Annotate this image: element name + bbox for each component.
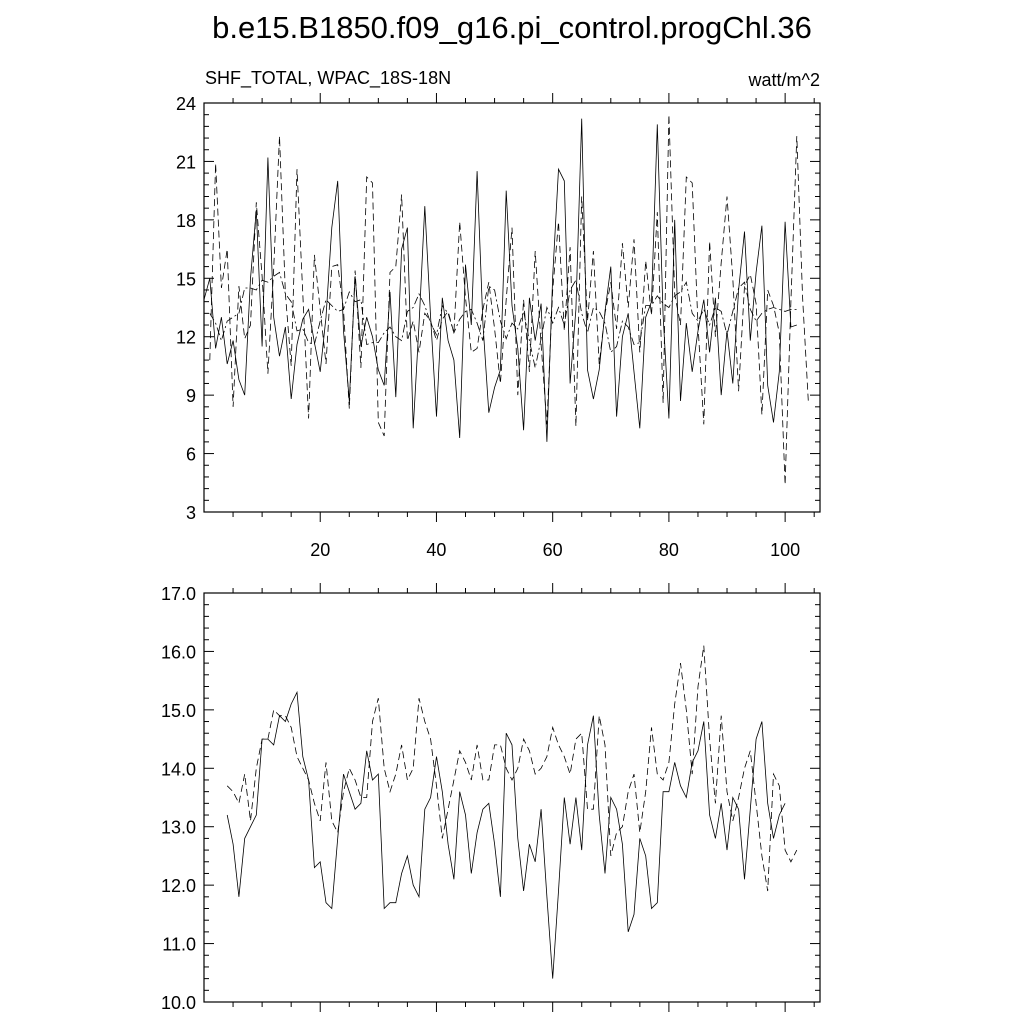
bottom-y-tick-label: 10.0: [160, 993, 196, 1013]
bottom-y-tick-label: 16.0: [160, 642, 196, 663]
top-x-tick-label: 40: [426, 540, 447, 560]
top-chart-subtitle-left: SHF_TOTAL, WPAC_18S-18N: [205, 68, 452, 88]
top-x-tick-label: 100: [770, 540, 801, 560]
top-y-tick-label: 15: [175, 269, 196, 290]
top-y-tick-label: 6: [185, 444, 196, 465]
bottom-y-tick-label: 14.0: [160, 759, 196, 780]
bottom-y-tick-label: 15.0: [160, 700, 196, 721]
top-y-tick-label: 9: [185, 386, 196, 407]
bottom-y-tick-label: 13.0: [160, 817, 196, 838]
top-series-line-2: [210, 115, 809, 485]
top-chart-series: [204, 115, 808, 485]
bottom-chart-tick-labels: [161, 584, 196, 1013]
bottom-chart-ticks: [204, 583, 820, 1012]
top-x-tick-label: 60: [542, 540, 563, 560]
top-series-line-1: [204, 119, 797, 442]
bottom-series-line-2: [227, 646, 797, 891]
bottom-y-tick-label: 11.0: [162, 934, 196, 955]
bottom-series-line-1: [227, 692, 785, 978]
bottom-y-tick-label: 17.0: [160, 584, 196, 604]
bottom-chart-series: [227, 646, 797, 979]
top-chart: [176, 68, 820, 560]
top-y-tick-label: 12: [175, 327, 196, 348]
top-y-tick-label: 21: [175, 152, 196, 173]
top-x-tick-label: 80: [658, 540, 679, 560]
top-y-tick-label: 3: [185, 503, 196, 523]
top-y-tick-label: 18: [175, 210, 196, 231]
bottom-chart-frame: [204, 593, 820, 1002]
bottom-y-tick-label: 12.0: [160, 876, 196, 897]
top-chart-units-label: watt/m^2: [748, 70, 820, 90]
top-x-tick-label: 20: [310, 540, 331, 560]
figure-title: b.e15.B1850.f09_g16.pi_control.progChl.36: [212, 10, 812, 45]
top-y-tick-label: 24: [175, 94, 196, 114]
bottom-chart: [161, 583, 820, 1013]
